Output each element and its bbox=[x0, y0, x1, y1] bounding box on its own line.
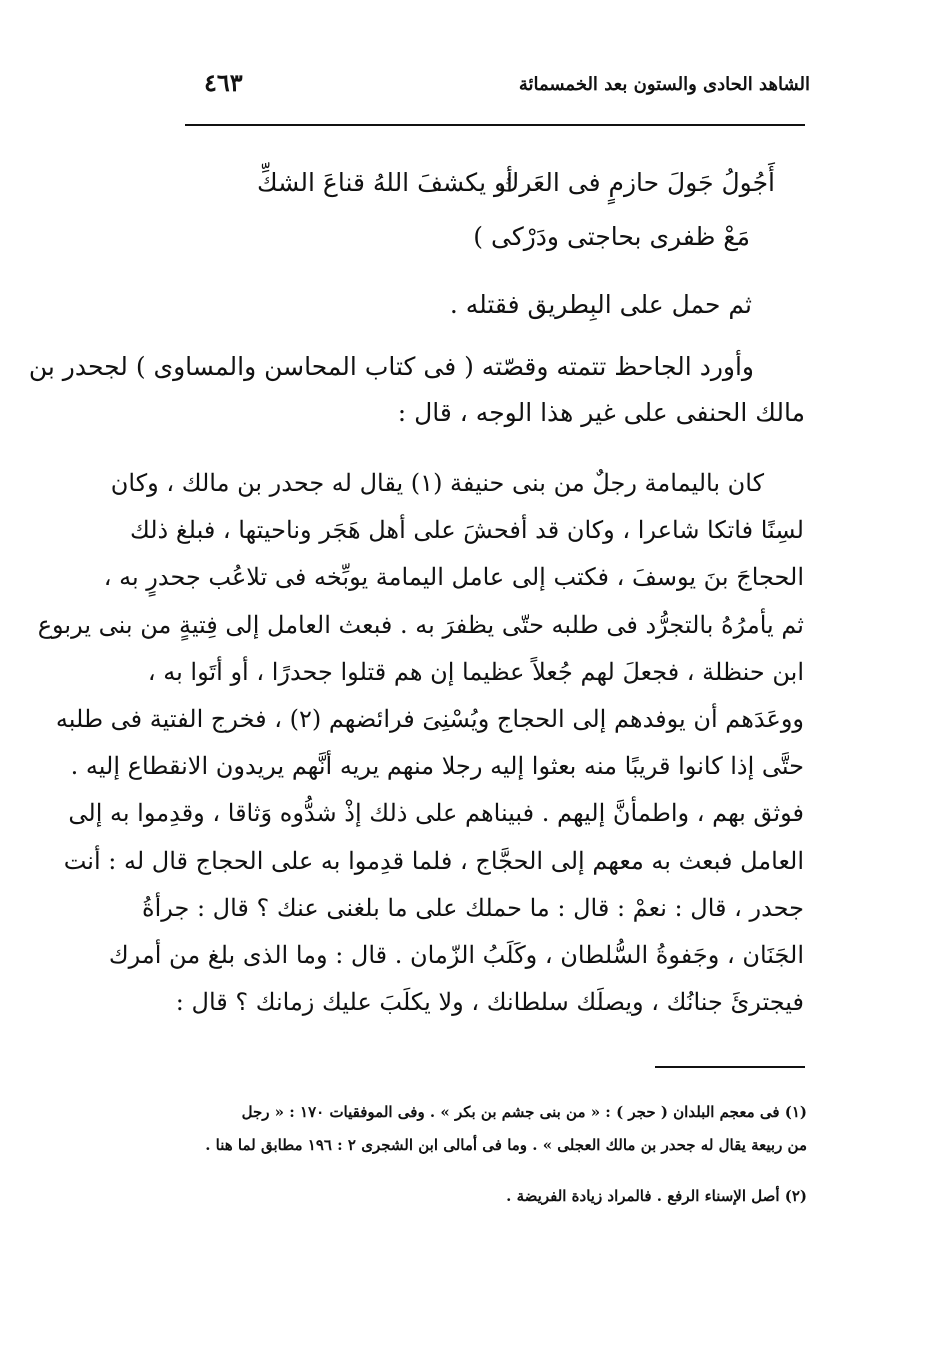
verse-line bbox=[195, 168, 775, 208]
story-line: حتَّى إذا كانوا قريبًا منه بعثوا إليه رجلا منهم يريه أنَّهم يريدون الانقطاع إليه . bbox=[70, 752, 804, 781]
footnote-2: (٢) أصل الإسناء الرفع . فالمراد زيادة الفريضة . bbox=[506, 1187, 807, 1205]
story-line: الجَنَان ، وجَفوةُ السُّلطان ، وكَلَبُ الزّمان . قال : وما الذى بلغ من أمرك bbox=[108, 940, 804, 969]
story-line: الحجاجَ بنَ يوسفَ ، فكتب إلى عامل اليمامة يوبِّخه فى تلاعُب جحدرٍ به ، bbox=[103, 563, 804, 592]
story-line: لسِنًا فاتكا شاعرا ، وكان قد أفحشَ على أهل هَجَر وناحيتها ، فبلغ ذلك bbox=[130, 516, 804, 545]
footnote-rule bbox=[655, 1066, 805, 1068]
story-line: العامل فبعث به معهم إلى الحجَّاج ، فلما قدِموا به على الحجاج قال له : أنت bbox=[63, 846, 804, 875]
story-line: فوثق بهم ، واطمأنَّ إليهم . فبيناهم على ذلك إذْ شدُّوه وَثاقا ، وقدِموا به إلى bbox=[68, 799, 804, 828]
paragraph-jahiz-line-2: مالك الحنفى على غير هذا الوجه ، قال : bbox=[397, 398, 805, 427]
story-line: كان باليمامة رجلٌ من بنى حنيفة (١) يقال له جحدر بن مالك ، وكان bbox=[110, 469, 764, 497]
verse-hemistich-second: أو يكشفَ اللهُ قناعَ الشكِّ bbox=[257, 168, 513, 197]
paragraph-killed-patrician: ثم حمل على البِطريق فقتله . bbox=[449, 290, 752, 319]
footnote-1-line-2: من ربيعة يقال له جحدر بن مالك العجلى » . وما فى أمالى ابن الشجرى ٢ : ١٩٦ مطابق لما هنا . bbox=[205, 1136, 807, 1154]
page-number: ٤٦٣ bbox=[204, 68, 243, 97]
running-title: الشاهد الحادى والستون بعد الخمسمائة bbox=[518, 74, 810, 95]
header-rule bbox=[185, 124, 805, 126]
paragraph-jahiz-line-1: وأورد الجاحظ تتمته وقصّته ( فى كتاب المحاسن والمساوى ) لجحدر بن bbox=[28, 352, 754, 381]
footnote-1-line-1: (١) فى معجم البلدان ( حجر ) : « من بنى جشم بن بكر » . وفى الموفقيات ١٧٠ : « رجل bbox=[241, 1103, 807, 1121]
verse-hemistich-first: أَجُولُ جَولَ حازمٍ فى العَرك bbox=[498, 168, 775, 197]
story-line: ثم يأمرُهُ بالتجرُّد فى طلبه حتّى يظفرَ به . فبعث العامل إلى فِتيةٍ من بنى يربوع bbox=[37, 610, 804, 639]
story-line: جحدر ، قال : نعمْ : قال : ما حملك على ما بلغنى عنك ؟ قال : جرأةُ bbox=[142, 893, 804, 922]
story-line: ابن حنظلة ، فجعلَ لهم جُعلاً عظيما إن هم قتلوا جحدرًا ، أو أتَوا به ، bbox=[147, 657, 804, 686]
footnotes bbox=[165, 1096, 807, 1213]
story-line: فيجترئَ جنانُك ، ويصلَك سلطانك ، ولا يكلَبَ عليك زمانك ؟ قال : bbox=[175, 988, 804, 1017]
verse-continuation: مَعْ ظفرى بحاجتى ودَرْكى ) bbox=[473, 222, 750, 251]
page-header bbox=[190, 68, 810, 102]
story-line: ووعَدَهم أن يوفدهم إلى الحجاج ويُسْنِىَ فرائضهم (٢) ، فخرج الفتية فى طلبه bbox=[55, 704, 804, 733]
story-paragraph bbox=[37, 460, 804, 1026]
